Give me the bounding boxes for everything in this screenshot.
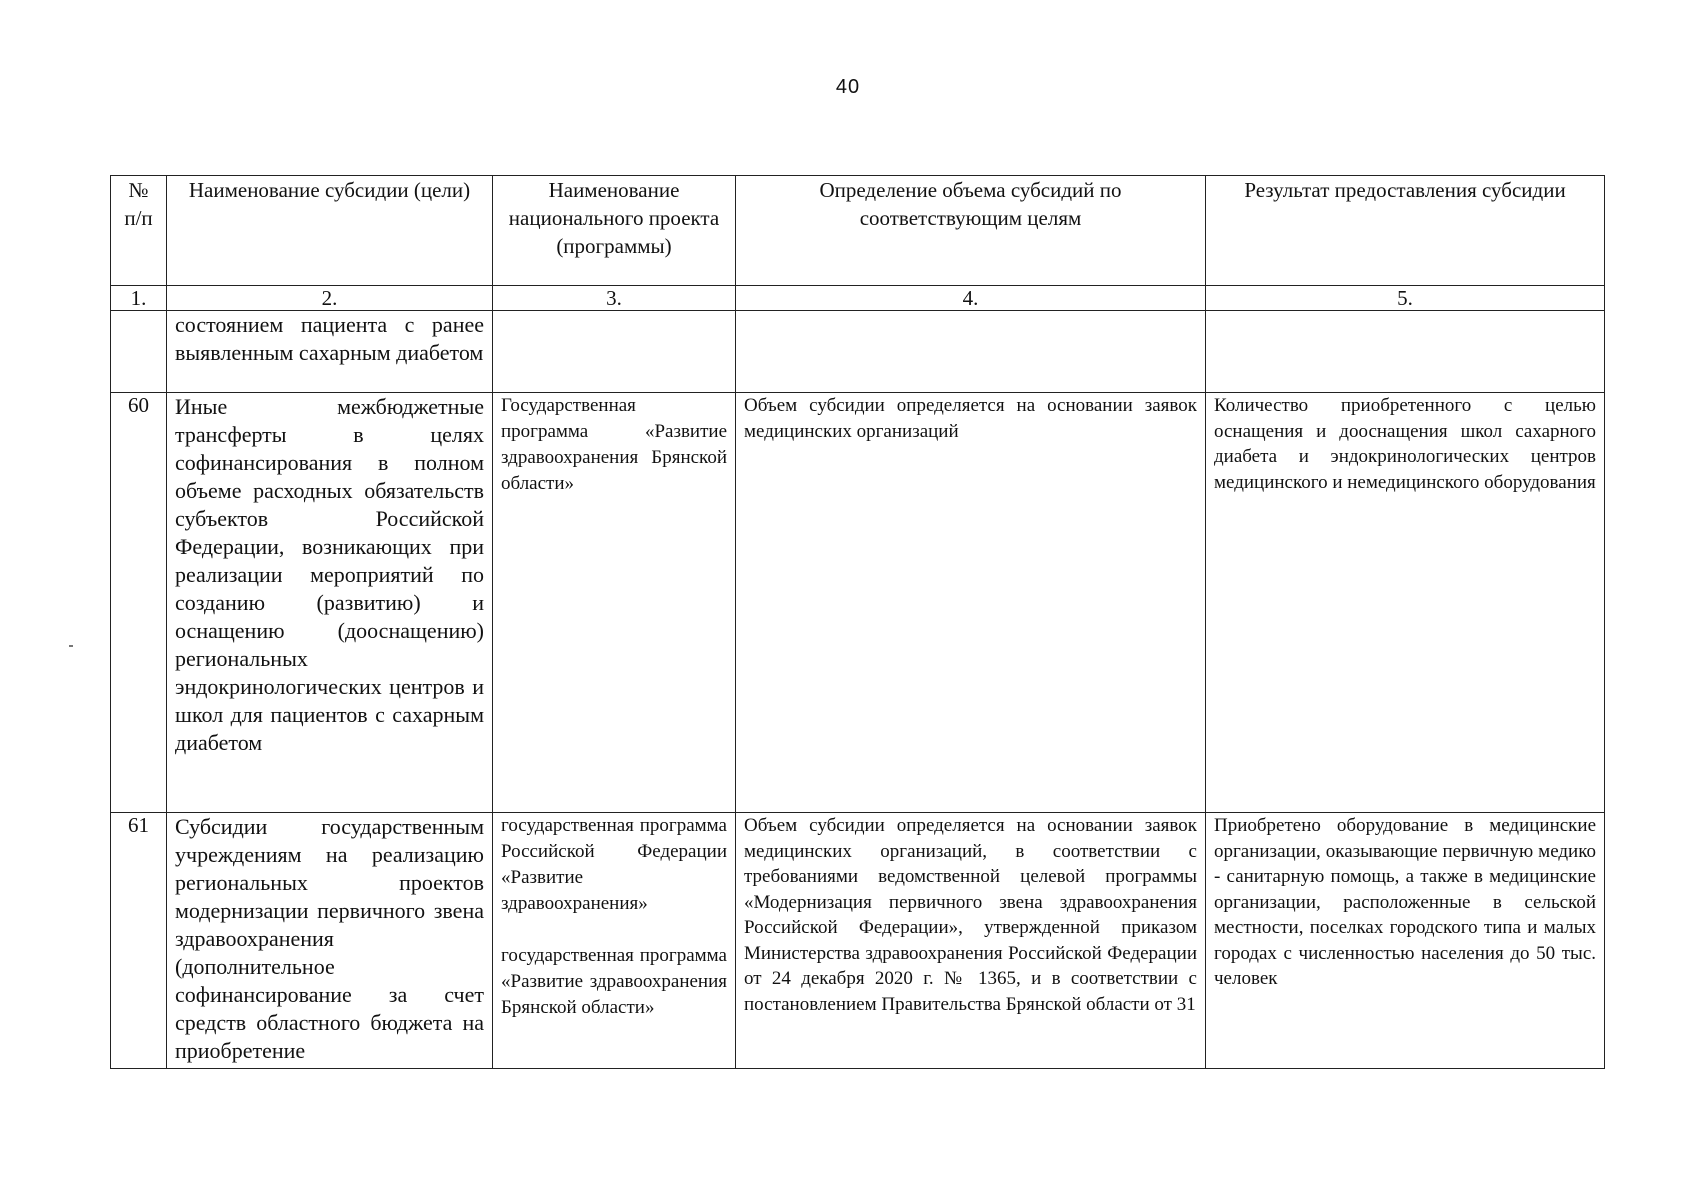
column-number: 3.: [493, 286, 736, 311]
header-row: [111, 176, 1605, 286]
determination: [736, 311, 1206, 393]
project-name: [493, 813, 736, 1069]
row-num: 61: [111, 813, 167, 1069]
header-determination: Определение объема субсидий по соответствующим целям: [736, 176, 1206, 286]
header-num: № п/п: [111, 176, 167, 286]
result: Приобретено оборудование в медицинские организации, оказывающие первичную медико - санитарную помощь, а также в медицинские организации, расположенные в сельской местности, поселках городского типа и малых городах с численностью населения до 50 тыс. человек: [1206, 813, 1605, 1069]
column-number-row: [111, 286, 1605, 311]
column-number: 1.: [111, 286, 167, 311]
table-row: [111, 813, 1605, 1069]
subsidy-name: состоянием пациента с ранее выявленным сахарным диабетом: [167, 311, 493, 393]
header-project: Наименование национального проекта (программы): [493, 176, 736, 286]
scan-speck: [69, 645, 73, 647]
table-row: [111, 393, 1605, 813]
project-name: [493, 311, 736, 393]
determination: Объем субсидии определяется на основании заявок медицинских организаций: [736, 393, 1206, 813]
determination: Объем субсидии определяется на основании заявок медицинских организаций, в соответствии с требованиями ведомственной целевой программы «Модернизация первичного звена здравоохранения Российской Федерации», утвержденной приказом Министерства здравоохранения Российской Федерации от 24 декабря 2020 г. № 1365, и в соответствии с постановлением Правительства Брянской области от 31: [736, 813, 1206, 1069]
result: [1206, 311, 1605, 393]
table-row: [111, 311, 1605, 393]
column-number: 4.: [736, 286, 1206, 311]
row-num: [111, 311, 167, 393]
column-number: 2.: [167, 286, 493, 311]
page-number: 40: [835, 76, 861, 98]
project-name: Государственная программа «Развитие здравоохранения Брянской области»: [493, 393, 736, 813]
subsidy-name: Иные межбюджетные трансферты в целях софинансирования в полном объеме расходных обязательств субъектов Российской Федерации, возникающих при реализации мероприятий по созданию (развитию) и оснащению (дооснащению) региональных эндокринологических центров и школ для пациентов с сахарным диабетом: [167, 393, 493, 813]
subsidy-name: Субсидии государственным учреждениям на реализацию региональных проектов модернизации первичного звена здравоохранения (дополнительное софинансирование за счет средств областного бюджета на приобретение: [167, 813, 493, 1069]
row-num: 60: [111, 393, 167, 813]
header-name: Наименование субсидии (цели): [167, 176, 493, 286]
project-name-regional: государственная программа «Развитие здравоохранения Брянской области»: [501, 945, 727, 1018]
result: Количество приобретенного с целью оснащения и дооснащения школ сахарного диабета и эндокринологических центров медицинского и немедицинского оборудования: [1206, 393, 1605, 813]
project-name-federal: государственная программа Российской Федерации «Развитие здравоохранения»: [501, 815, 727, 914]
column-number: 5.: [1206, 286, 1605, 311]
header-result: Результат предоставления субсидии: [1206, 176, 1605, 286]
subsidies-table: [110, 175, 1605, 1069]
